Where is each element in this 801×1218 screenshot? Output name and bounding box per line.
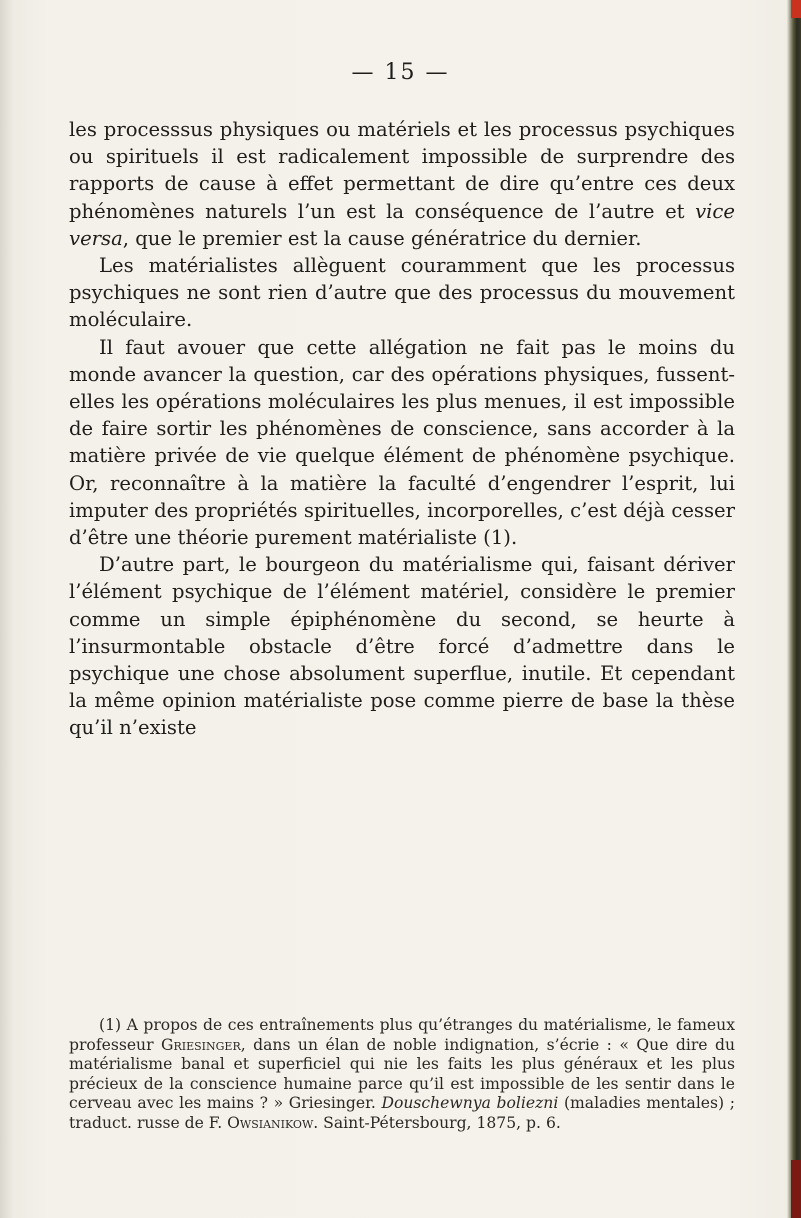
paragraph	[69, 252, 735, 334]
page-right-edge	[787, 0, 801, 1218]
paragraph	[69, 116, 735, 252]
bookmark-tab-top	[791, 0, 801, 18]
text-run: . Saint-Pétersbourg, 1875, p. 6.	[313, 1113, 561, 1132]
bookmark-tab-bottom	[791, 1160, 801, 1218]
page-number: — 15 —	[351, 60, 450, 85]
text-run: (maladies mentales) ; traduct. russe de F.	[69, 1094, 735, 1132]
text-run: D’autre part, le bourgeon du matérialisme qui, faisant dériver l’élément psychique de l’élément matériel, considère le premier comme un simple épiphénomène du second, se heurte à l’insurmontable obstacle d’être forcé d’admettre dans le psychique une chose absolument superflue, inutile. Et cependant la même opinion matérialiste pose comme pierre de base la thèse qu’il n’existe	[69, 553, 735, 740]
paragraph	[69, 551, 735, 741]
page-left-edge	[0, 0, 14, 1218]
footnote-text	[69, 1016, 735, 1134]
text-run: Les matérialistes allèguent couramment que les processus psychiques ne sont rien d’autre que des processus du mouvement moléculaire.	[69, 254, 735, 332]
text-run: (1) A propos de ces entraînements plus qu’étranges du matérialisme, le fameux professeur	[69, 1016, 735, 1054]
text-run: , que le premier est la cause génératrice du dernier.	[122, 226, 642, 250]
author-name: Griesinger	[161, 1035, 241, 1054]
italic-text: Douschewnya boliezni	[381, 1094, 559, 1113]
text-run: les processsus physiques ou matériels et les processus psychiques ou spirituels il est radicalement impossible de surprendre des rapports de cause à effet permettant de dire qu’entre ces deux phénomènes naturels l’un est la conséquence de l’autre et	[69, 118, 735, 223]
footnote	[69, 1016, 735, 1134]
text-run: Il faut avouer que cette allégation ne fait pas le moins du monde avancer la question, car des opérations physiques, fussent-elles les opérations moléculaires les plus menues, il est impossible de faire sortir les phénomènes de conscience, sans accorder à la matière privée de vie quelque élément de phénomène psychique. Or, reconnaître à la matière la faculté d’engendrer l’esprit, lui imputer des propriétés spirituelles, incorporelles, c’est déjà cesser d’être une théorie purement matérialiste (1).	[69, 335, 735, 550]
body-text	[69, 116, 735, 742]
paragraph	[69, 334, 735, 552]
italic-text: vice versa	[69, 199, 735, 250]
text-run: , dans un élan de noble indignation, s’écrie : « Que dire du matérialisme banal et superficiel qui nie les faits les plus généraux et les plus précieux de la conscience humaine parce qu’il est impossible de les sentir dans le cerveau avec les mains ? » Griesinger.	[69, 1035, 736, 1113]
author-name: Owsianikow	[227, 1113, 314, 1132]
